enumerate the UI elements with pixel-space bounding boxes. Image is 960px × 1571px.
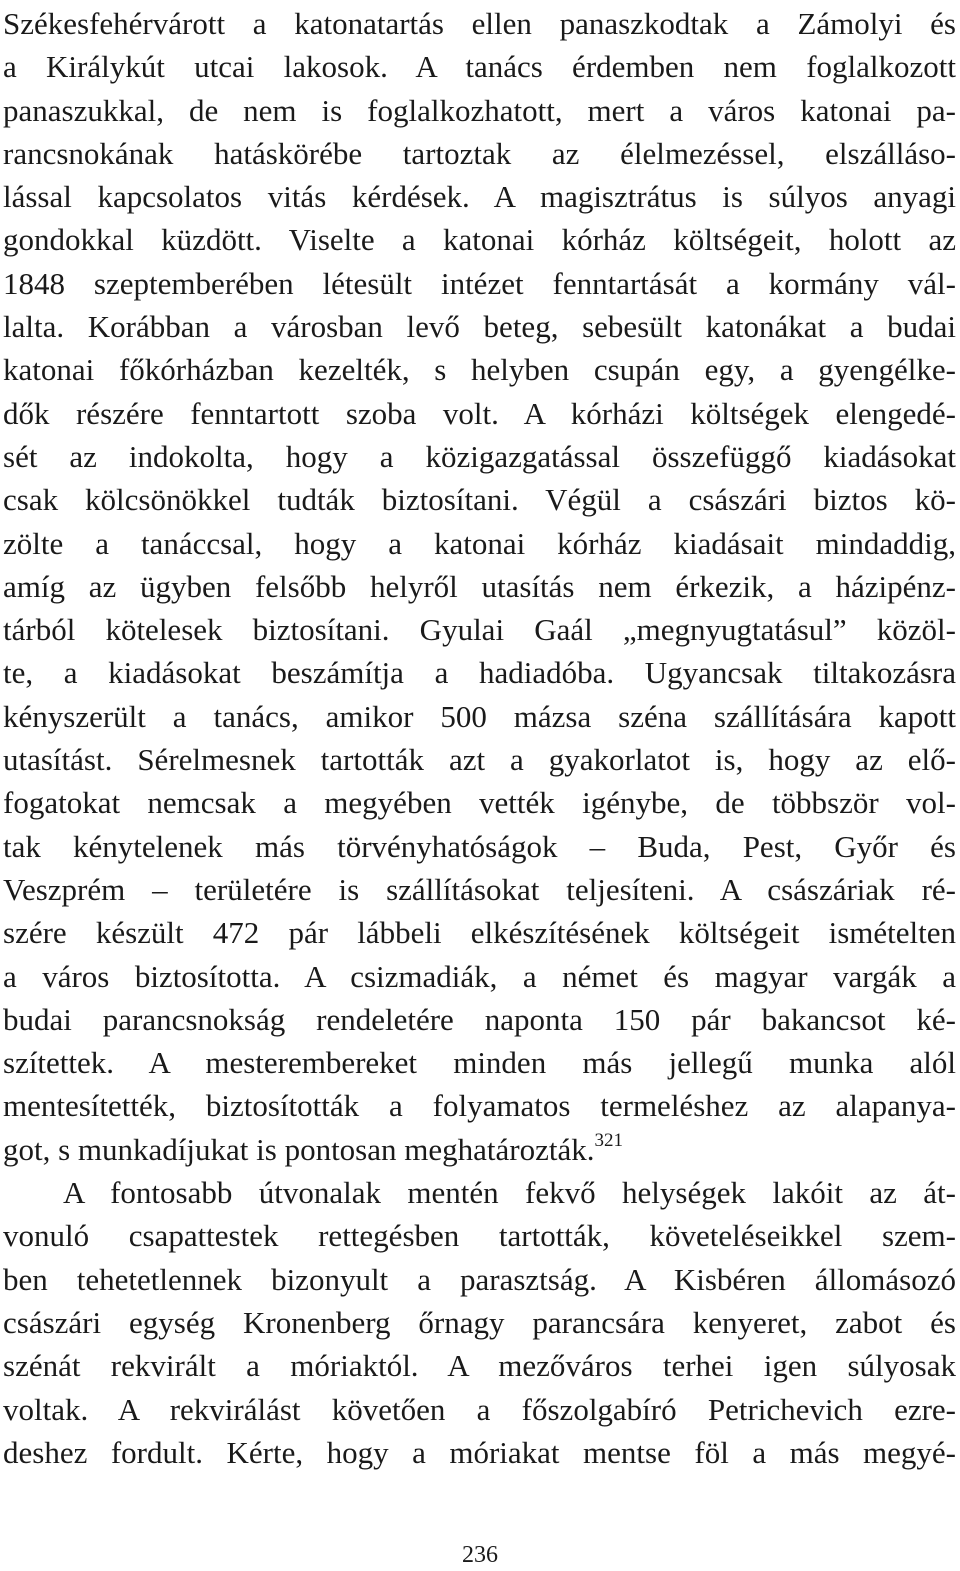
text-line: tak kénytelenek más törvényhatóságok – Buda, Pest, Győr és <box>3 828 956 864</box>
text-line: vonuló csapattestek rettegésben tartották, követeléseikkel szem- <box>3 1218 956 1254</box>
text-line: Székesfehérvárott a katonatartás ellen panaszkodtak a Zámolyi és <box>3 6 956 41</box>
text-line: 1848 szeptemberében létesült intézet fenntartását a kormány vál- <box>3 265 956 301</box>
text-line: a város biztosította. A csizmadiák, a német és magyar vargák a <box>3 958 956 994</box>
text-line: tárból kötelesek biztosítani. Gyulai Gaál „megnyugtatásul” közöl- <box>3 612 956 648</box>
text-line: Veszprém – területére is szállításokat teljesíteni. A császáriak ré- <box>3 871 956 907</box>
text-line: budai parancsnokság rendeletére naponta 150 pár bakancsot ké- <box>3 1001 956 1037</box>
text-line: rancsnokának hatáskörébe tartoztak az élelmezéssel, elszállásо- <box>3 135 956 171</box>
text-line: császári egység Kronenberg őrnagy parancsára kenyeret, zabot és <box>3 1304 956 1340</box>
text-line: katonai főkórházban kezelték, s helyben csupán egy, a gyengélke- <box>3 352 956 388</box>
page-number: 236 <box>462 1542 498 1568</box>
text-line: lással kapcsolatos vitás kérdések. A magisztrátus is súlyos anyagi <box>3 179 956 215</box>
text-line: szítettek. A mesterembereket minden más jellegű munka alól <box>3 1045 956 1081</box>
text-line: kényszerült a tanács, amikor 500 mázsa széna szállítására kapott <box>3 698 956 734</box>
text-line: a Királykút utcai lakosok. A tanács érdemben nem foglalkozott <box>3 49 956 85</box>
text-line: amíg az ügyben felsőbb helyről utasítás nem érkezik, a házipénz- <box>3 568 956 604</box>
text-line: lalta. Korábban a városban levő beteg, sebesült katonákat a budai <box>3 309 956 345</box>
text-line: szénát rekvirált a móriaktól. A mezőváros terhei igen súlyosak <box>3 1348 956 1384</box>
text-line: ben tehetetlennek bizonyult a parasztság. A Kisbéren állomásozó <box>3 1261 956 1297</box>
text-line: csak kölcsönökkel tudták biztosítani. Végül a császári biztos kö- <box>3 482 956 518</box>
text-line: utasítást. Sérelmesnek tartották azt a gyakorlatot is, hogy az elő- <box>3 742 956 778</box>
text-line: zölte a tanáccsal, hogy a katonai kórház kiadásait mindaddig, <box>3 525 956 561</box>
text-line: sét az indokolta, hogy a közigazgatással összefüggő kiadásokat <box>3 438 956 474</box>
paragraph-first-line: A fontosabb útvonalak mentén fekvő helységek lakóit az át- <box>63 1175 956 1211</box>
text-line: gondokkal küzdött. Viselte a katonai kórház költségeit, holott az <box>3 222 956 258</box>
text-line: szére készült 472 pár lábbeli elkészítésének költségeit ismételten <box>3 915 956 951</box>
text-line: panaszukkal, de nem is foglalkozhatott, mert a város katonai pa- <box>3 92 956 128</box>
body-text <box>3 0 956 1474</box>
text-line: fogatokat nemcsak a megyében vették igénybe, de többször vol- <box>3 785 956 821</box>
text-line: voltak. A rekvirálást követően a főszolgabíró Petrichevich ezre- <box>3 1391 956 1427</box>
text-line: deshez fordult. Kérte, hogy a móriakat mentse föl a más megyé- <box>3 1434 956 1470</box>
text-line: dők részére fenntartott szoba volt. A kórházi költségek elengedé- <box>3 395 956 431</box>
text-line: te, a kiadásokat beszámítja a hadiadóba. Ugyancsak tiltakozásra <box>3 655 956 691</box>
text-line-content: got, s munkadíjukat is pontosan meghatározták. <box>3 1131 595 1167</box>
footnote-reference: 321 <box>594 1130 623 1152</box>
text-line <box>3 1128 956 1171</box>
text-line: mentesítették, biztosították a folyamatos termeléshez az alapanya- <box>3 1088 956 1124</box>
